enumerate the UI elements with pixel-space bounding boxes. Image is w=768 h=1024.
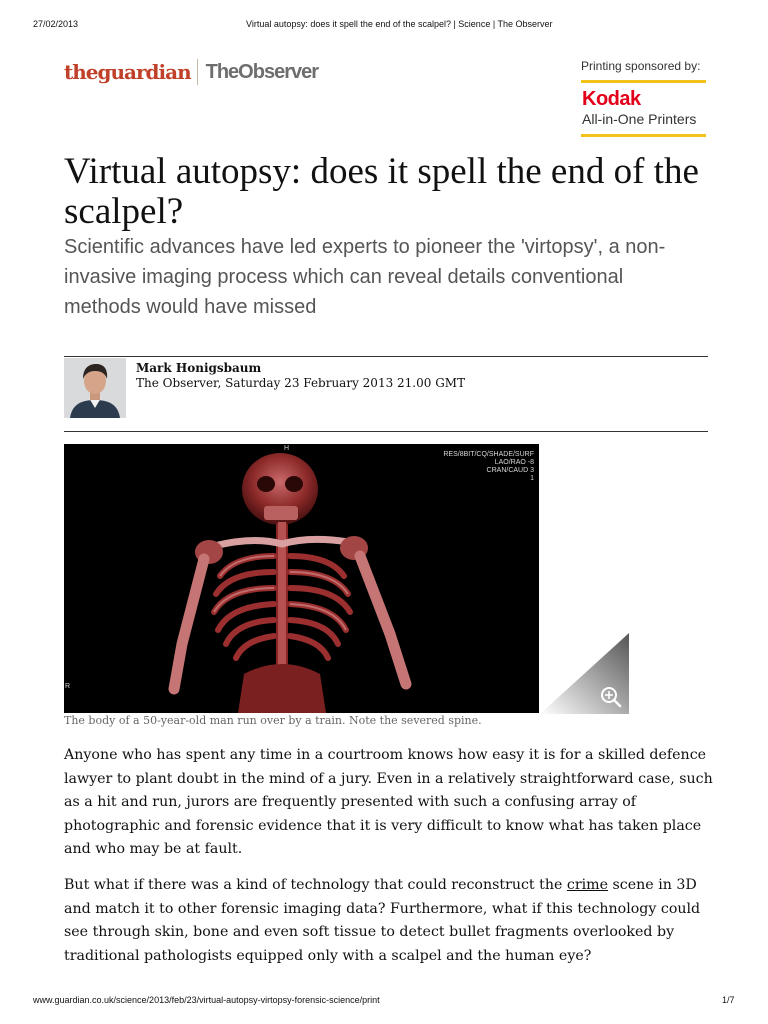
scan-param-line: LAO/RAO -8 [494,459,534,466]
byline-rule-bottom [64,431,708,432]
skeleton-scan-image [64,444,539,713]
scan-parameters [443,451,534,483]
image-caption: The body of a 50-year-old man run over by a train. Note the severed spine. [64,714,482,727]
logo-divider [197,59,198,85]
guardian-logo[interactable] [64,60,191,84]
scan-param-line: CRAN/CAUD 3 [486,467,534,474]
article-main-image[interactable] [64,444,539,713]
print-sponsor [581,59,706,137]
paragraph-text: But what if there was a kind of technology that could reconstruct the [64,877,567,893]
guardian-logo-name: guardian [97,60,191,84]
kodak-logo: Kodak [582,88,641,110]
guardian-logo-the: the [64,60,98,84]
sponsor-label: Printing sponsored by: [581,59,701,73]
print-date: 27/02/2013 [33,19,79,29]
author-avatar[interactable] [64,358,126,418]
kodak-product: All-in-One Printers [582,111,697,127]
observer-logo[interactable]: TheObserver [205,60,319,83]
image-zoom-button[interactable] [540,633,629,714]
author-photo-icon [64,358,126,418]
byline-rule-top [64,356,708,357]
crime-topic-link[interactable]: crime [566,877,609,893]
scan-param-line: 1 [530,475,534,482]
article-headline: Virtual autopsy: does it spell the end of the scalpel? [64,151,699,232]
article-standfirst: Scientific advances have led experts to pioneer the 'virtopsy', a non-invasive imaging process which can reveal details conventional methods would have missed [64,236,666,318]
sponsor-bottom-bar [581,134,706,137]
byline [136,361,465,391]
author-name[interactable]: Mark Honigsbaum [136,361,262,375]
page-number: 1/7 [722,995,735,1005]
print-page-title: Virtual autopsy: does it spell the end of the scalpel? | Science | The Observer [246,19,553,29]
body-paragraph-2 [64,874,714,968]
scan-label-left: R [65,683,71,690]
publication-dateline: The Observer, Saturday 23 February 2013 21.00 GMT [136,376,466,390]
print-url: www.guardian.co.uk/science/2013/feb/23/virtual-autopsy-virtopsy-forensic-science/print [33,995,380,1005]
scan-param-line: RES/8BIT/CQ/SHADE/SURF [443,451,534,458]
body-paragraph-1: Anyone who has spent any time in a courtroom knows how easy it is for a skilled defence lawyer to plant doubt in the mind of a jury. Even in a relatively straightforward case, such as a hit and run, jurors are frequently presented with such a confusing array of photographic and forensic evidence that it is very difficult to know what has taken place and who may be at fault. [64,747,713,857]
masthead-logos [64,57,318,87]
paragraph-text: scene in 3D and match it to other forensic imaging data? Furthermore, what if this technology could see through skin, bone and even soft tissue to detect bullet fragments overlooked by traditional pathologists equipped only with a scalpel and the human eye? [64,877,701,964]
magnifier-plus-icon [540,633,629,714]
kodak-ad[interactable] [581,83,706,130]
scan-label-top: H [284,445,290,452]
